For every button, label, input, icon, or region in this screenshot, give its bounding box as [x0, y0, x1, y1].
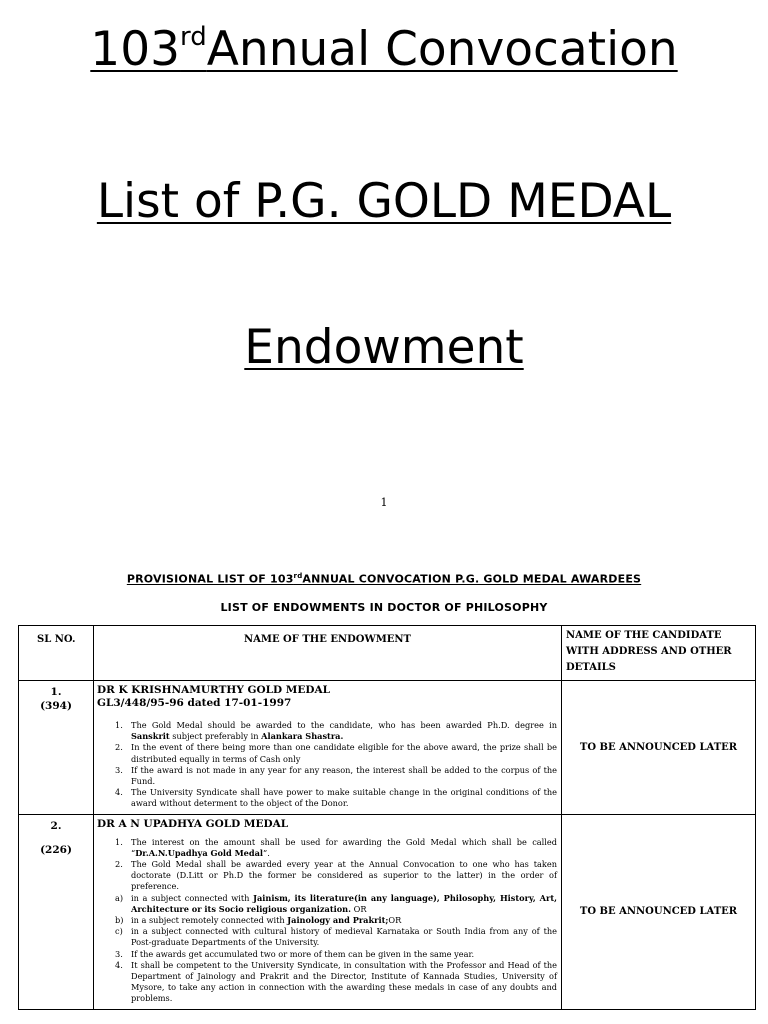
cover-title-text: Annual Convocation: [206, 22, 678, 77]
condition-item: [97, 765, 557, 787]
condition-marker: 1.: [115, 836, 123, 847]
candidate-status: TO BE ANNOUNCED LATER: [562, 814, 756, 1009]
condition-item: [97, 960, 557, 1005]
table-row: [19, 681, 756, 815]
endowment-title: DR K KRISHNAMURTHY GOLD MEDAL: [97, 684, 331, 696]
condition-text: in a subject remotely connected with: [131, 915, 288, 926]
condition-item: [97, 926, 557, 948]
condition-text: OR: [388, 915, 402, 926]
page-number: 1: [380, 496, 388, 509]
endowment-reference: GL3/448/95-96 dated 17-01-1997: [97, 697, 292, 709]
endowment-conditions: [97, 837, 557, 1005]
condition-item: [97, 742, 557, 764]
table-header-row: [19, 626, 756, 681]
condition-marker: 3.: [115, 764, 123, 775]
condition-text: OR: [351, 903, 367, 914]
cover-title-line-2: List of P.G. GOLD MEDAL: [96, 174, 672, 229]
condition-item: [97, 859, 557, 893]
condition-text: ”.: [263, 847, 270, 858]
endowment-conditions: [97, 720, 557, 810]
provisional-heading-pre: PROVISIONAL LIST OF 103: [126, 572, 294, 586]
condition-marker: a): [115, 892, 124, 903]
endowment-code: (226): [40, 843, 72, 856]
condition-marker: 1.: [115, 720, 123, 730]
endowment-list-heading: LIST OF ENDOWMENTS IN DOCTOR OF PHILOSOPHY: [220, 601, 548, 614]
condition-text: If the awards get accumulated two or more of them can be given in the same year.: [131, 948, 475, 959]
condition-marker: b): [115, 915, 124, 926]
endowment-code: (394): [40, 700, 72, 712]
endowment-title: DR A N UPADHYA GOLD MEDAL: [97, 817, 289, 830]
condition-text: in a subject connected with: [131, 892, 254, 903]
condition-bold-text: Jainology and Prakrit;: [287, 915, 389, 926]
provisional-heading-post: ANNUAL CONVOCATION P.G. GOLD MEDAL AWARDEES: [302, 572, 642, 586]
condition-item: [97, 837, 557, 859]
provisional-heading-ordinal: rd: [293, 572, 303, 580]
cover-title-line-3: Endowment: [244, 320, 524, 375]
condition-bold-text: Alankara Shastra.: [261, 731, 344, 742]
condition-text: If the award is not made in any year for any reason, the interest shall be added to the corpus of the Fund.: [131, 764, 557, 787]
condition-item: [97, 915, 557, 926]
condition-marker: 4.: [115, 787, 123, 798]
condition-item: [97, 720, 557, 742]
serial-number: 2.: [50, 819, 62, 832]
condition-marker: 2.: [115, 742, 123, 753]
condition-marker: 3.: [115, 948, 123, 959]
condition-item: [97, 787, 557, 809]
condition-item: [97, 949, 557, 960]
cover-title-line-1: [0, 20, 768, 80]
condition-text: The Gold Medal should be awarded to the candidate, who has been awarded Ph.D. degree in: [131, 720, 557, 730]
condition-text: The Gold Medal shall be awarded every year at the Annual Convocation to one who has taken doctorate (D.Litt or Ph.D the former be considered as superior to the latter) in the order of preference.: [131, 859, 557, 892]
header-sl-no: SL NO.: [19, 626, 94, 681]
cover-title-number: 103: [90, 22, 181, 77]
provisional-list-heading: [0, 572, 768, 586]
condition-bold-text: Jainism, its literature(in any language), Philosophy, History, Art, Architecture or its Socio religious organization.: [131, 892, 557, 914]
endowment-table: [18, 625, 756, 1010]
condition-marker: 4.: [115, 959, 123, 970]
condition-bold-text: Sanskrit: [131, 731, 170, 742]
endowment-cell: [94, 681, 562, 815]
condition-text: subject preferably in: [169, 731, 262, 742]
cover-title-ordinal: rd: [180, 22, 207, 52]
condition-text: In the event of there being more than one candidate eligible for the above award, the prize shall be distributed equally in terms of Cash only: [131, 742, 557, 764]
condition-marker: 2.: [115, 859, 123, 870]
condition-item: [97, 893, 557, 915]
condition-bold-text: Dr.A.N.Upadhya Gold Medal: [135, 847, 264, 858]
condition-text: The University Syndicate shall have power to make suitable change in the original conditions of the award without determent to the object of the Donor.: [131, 787, 557, 809]
endowment-cell: [94, 814, 562, 1009]
header-endowment-name: NAME OF THE ENDOWMENT: [94, 626, 562, 681]
condition-text: in a subject connected with cultural history of medieval Karnataka or South India from any of the Post-graduate Departments of the University.: [131, 926, 557, 948]
condition-marker: c): [115, 926, 123, 937]
table-row: [19, 814, 756, 1009]
sl-cell: [19, 814, 94, 1009]
header-candidate-details: NAME OF THE CANDIDATE WITH ADDRESS AND OTHER DETAILS: [562, 626, 756, 681]
condition-text: The interest on the amount shall be used for awarding the Gold Medal which shall be called “: [131, 836, 557, 858]
sl-cell: [19, 681, 94, 815]
condition-text: It shall be competent to the University Syndicate, in consultation with the Professor and Head of the Department of Jainology and Prakrit and the Director, Institute of Kannada Studies, University of Mysore, to take any action in connection with the awarding these medals in case of any doubts and problems.: [131, 959, 557, 1004]
candidate-status: TO BE ANNOUNCED LATER: [562, 681, 756, 815]
serial-number: 1.: [50, 686, 62, 698]
